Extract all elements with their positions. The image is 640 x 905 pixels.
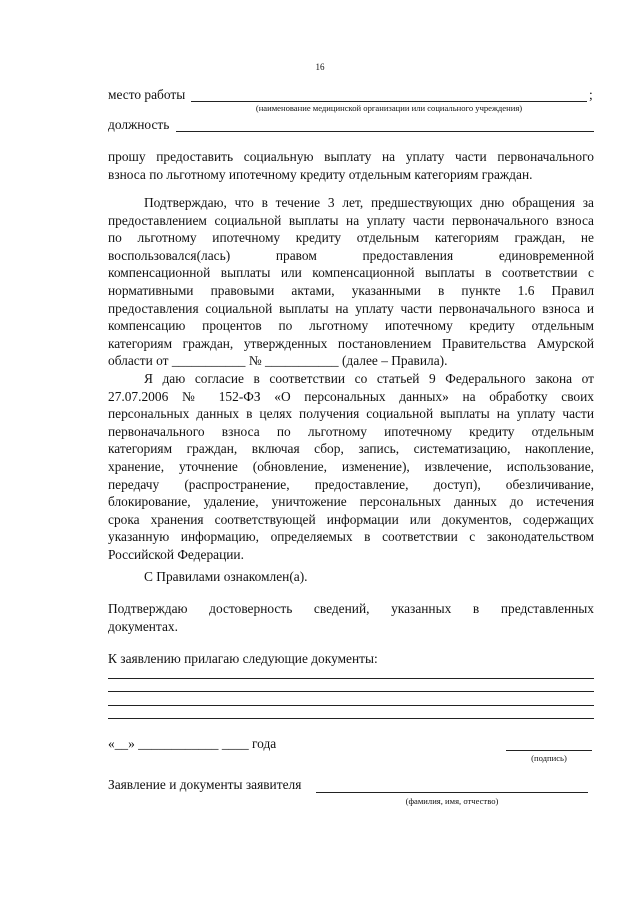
text-line: Подтверждаю достоверность сведений, указанных в представленных (108, 601, 594, 616)
text-line: по льготному ипотечному кредиту отдельным категориям граждан, не (108, 230, 594, 246)
text-line: Я даю согласие в соответствии со статьей 9 Федерального закона от (144, 371, 594, 386)
text-line: передачу (распространение, предоставление, доступ), обезличивание, (108, 476, 594, 492)
request-paragraph (108, 148, 594, 183)
date-year-word: года (252, 736, 277, 751)
text-line: взноса по льготному ипотечному кредиту отдельным категориям граждан. (108, 166, 533, 182)
text-line: Российской Федерации. (108, 546, 244, 562)
signature-hint: (подпись) (531, 753, 567, 763)
name-hint: (фамилия, имя, отчество) (405, 796, 499, 806)
attachment-line[interactable] (108, 718, 594, 719)
text-line: категориям граждан, утвержденных постановлением Правительства Амурской (108, 335, 594, 351)
text-line: предоставления социальной выплаты на уплату части первоначального взноса и (108, 300, 594, 316)
text-line: срока хранения соответствующей информации или документов, содержащих (108, 511, 594, 527)
text-line: документах. (108, 618, 178, 634)
text-line: категориям граждан, включая сбор, запись, систематизацию, накопление, (108, 441, 594, 457)
confirmation-paragraph (108, 194, 594, 370)
text-line: указанную информацию, определяемых в соответствии с законодательством (108, 529, 594, 545)
workplace-label: место работы (108, 87, 186, 102)
page-number: 16 (315, 62, 325, 72)
date-year-field[interactable]: ____ (221, 736, 249, 751)
applicant-name-field[interactable] (316, 792, 588, 793)
workplace-field[interactable] (191, 101, 587, 102)
text-line: области от ___________ № ___________ (далее – Правила). (108, 353, 448, 369)
text-line: прошу предоставить социальную выплату на уплату части первоначального (108, 149, 594, 164)
rules-acknowledgement: С Правилами ознакомлен(а). (144, 569, 308, 584)
text-line: первоначального взноса по льготному ипотечному кредиту отдельным (108, 423, 594, 439)
accuracy-paragraph (108, 600, 594, 635)
workplace-hint: (наименование медицинской организации или социального учреждения) (255, 103, 523, 113)
attachment-line[interactable] (108, 691, 594, 692)
date-month-field[interactable]: ____________ (138, 736, 219, 751)
text-line: компенсацию процентов по льготному ипотечному кредиту отдельным (108, 318, 594, 334)
text-line: предоставлением социальной выплаты на уплату части первоначального взноса (108, 212, 594, 228)
position-field[interactable] (176, 131, 594, 132)
text-line: 27.07.2006 № 152-ФЗ «О персональных данных» на обработку своих (108, 388, 594, 404)
date-line[interactable] (108, 735, 276, 753)
text-line: хранение, уточнение (обновление, изменение), извлечение, использование, (108, 458, 594, 474)
text-line: компенсационной выплаты или компенсационной выплаты в соответствии с (108, 265, 594, 281)
text-line: блокирование, удаление, уничтожение персональных данных до истечения (108, 494, 594, 510)
consent-paragraph (108, 370, 594, 564)
workplace-end: ; (589, 87, 593, 102)
date-day-field[interactable]: __ (114, 736, 129, 751)
position-label: должность (108, 117, 170, 132)
text-line: воспользовался(лась) правом предоставления единовременной (108, 247, 594, 263)
attachment-line[interactable] (108, 705, 594, 706)
text-line: нормативными правовыми актами, указанными в пункте 1.6 Правил (108, 282, 594, 298)
signature-field[interactable] (506, 750, 592, 751)
date-close-quote: » (128, 736, 135, 751)
date-open-quote: « (108, 736, 115, 751)
attachments-label: К заявлению прилагаю следующие документы: (108, 651, 378, 666)
applicant-label: Заявление и документы заявителя (108, 777, 302, 792)
text-line: Подтверждаю, что в течение 3 лет, предшествующих дню обращения за (144, 195, 594, 210)
attachment-line[interactable] (108, 678, 594, 679)
text-line: персональных данных в целях получения социальной выплаты на уплату части (108, 406, 594, 422)
